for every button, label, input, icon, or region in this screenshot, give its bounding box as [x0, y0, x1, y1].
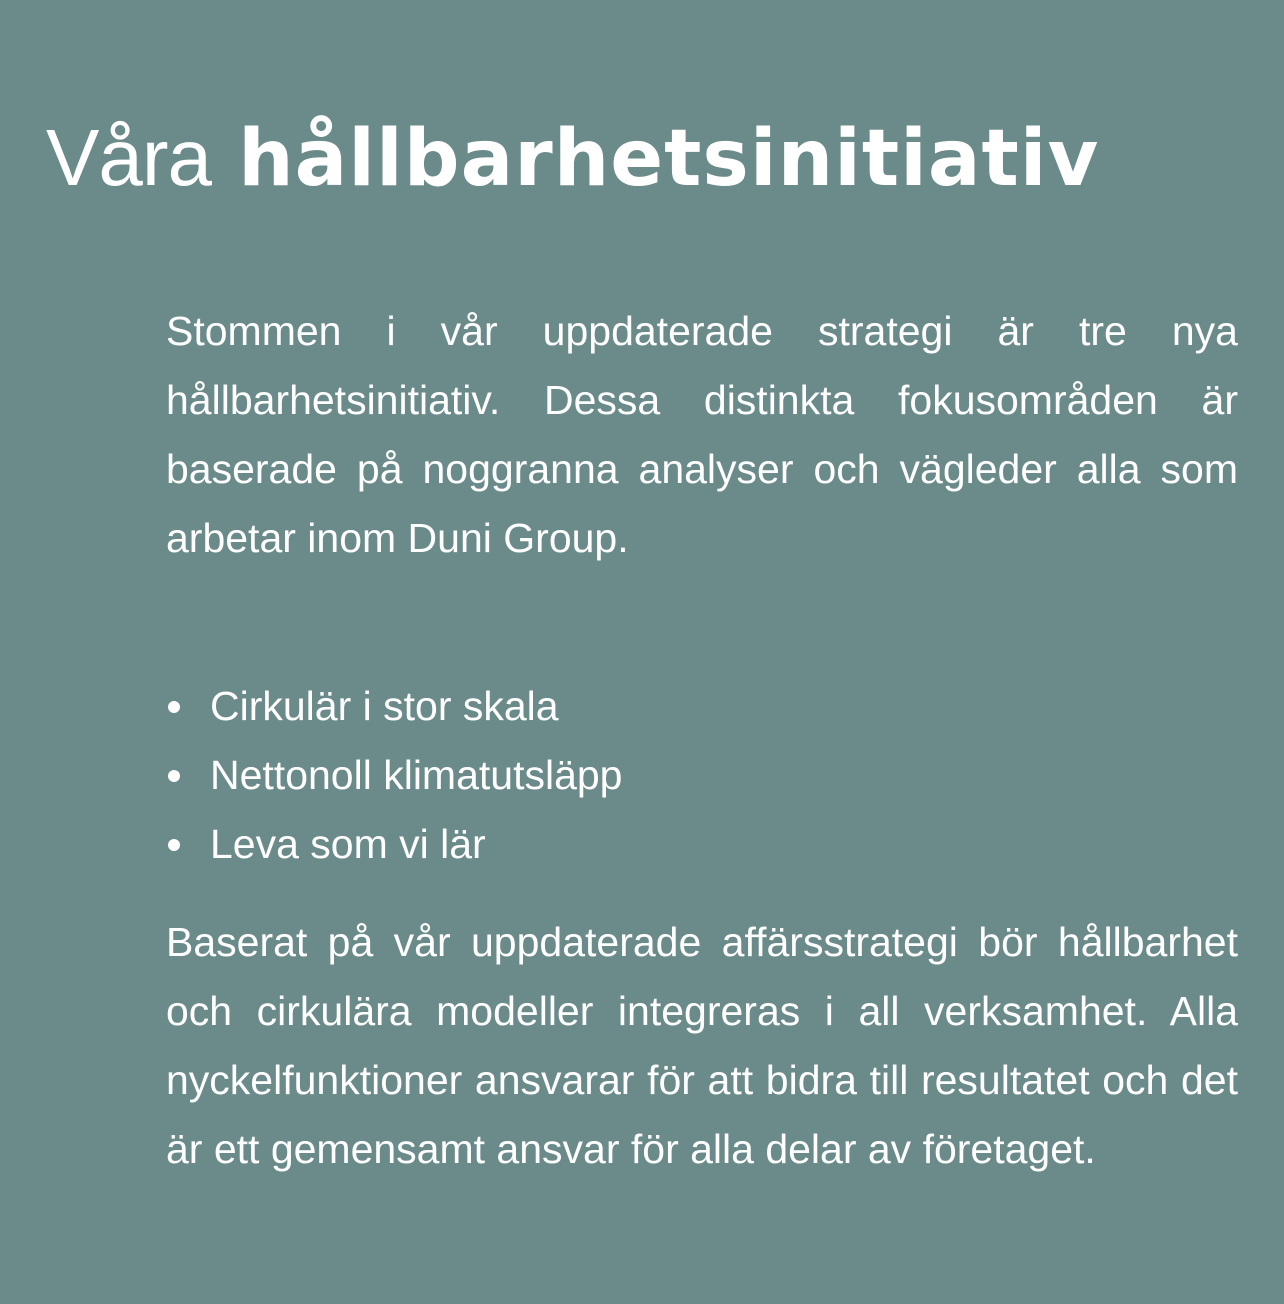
- title-light-part: Våra: [46, 113, 211, 202]
- page-title: [46, 108, 1099, 209]
- list-item: [166, 810, 1238, 879]
- list-item-label: Cirkulär i stor skala: [210, 683, 559, 729]
- list-item-label: Nettonoll klimatutsläpp: [210, 752, 623, 798]
- intro-paragraph: Stommen i vår uppdaterade strategi är tre nya hållbarhetsinitiativ. Dessa distinkta fokusområden är baserade på noggranna analyser och vägleder alla som arbetar inom Duni Group.: [166, 308, 1238, 561]
- title-bold-part: hållbarhetsinitiativ: [238, 114, 1100, 204]
- bullet-icon: [168, 701, 180, 713]
- initiatives-list: [166, 672, 1238, 879]
- bullet-icon: [168, 839, 180, 851]
- list-item: [166, 672, 1238, 741]
- closing-paragraph: Baserat på vår uppdaterade affärsstrategi bör hållbarhet och cirkulära modeller integreras i all verksamhet. Alla nyckelfunktioner ansvarar för att bidra till resultatet och det är ett gemensamt ansvar för alla delar av företaget.: [166, 919, 1238, 1172]
- bullet-icon: [168, 770, 180, 782]
- list-item-label: Leva som vi lär: [210, 821, 486, 867]
- list-item: [166, 741, 1238, 810]
